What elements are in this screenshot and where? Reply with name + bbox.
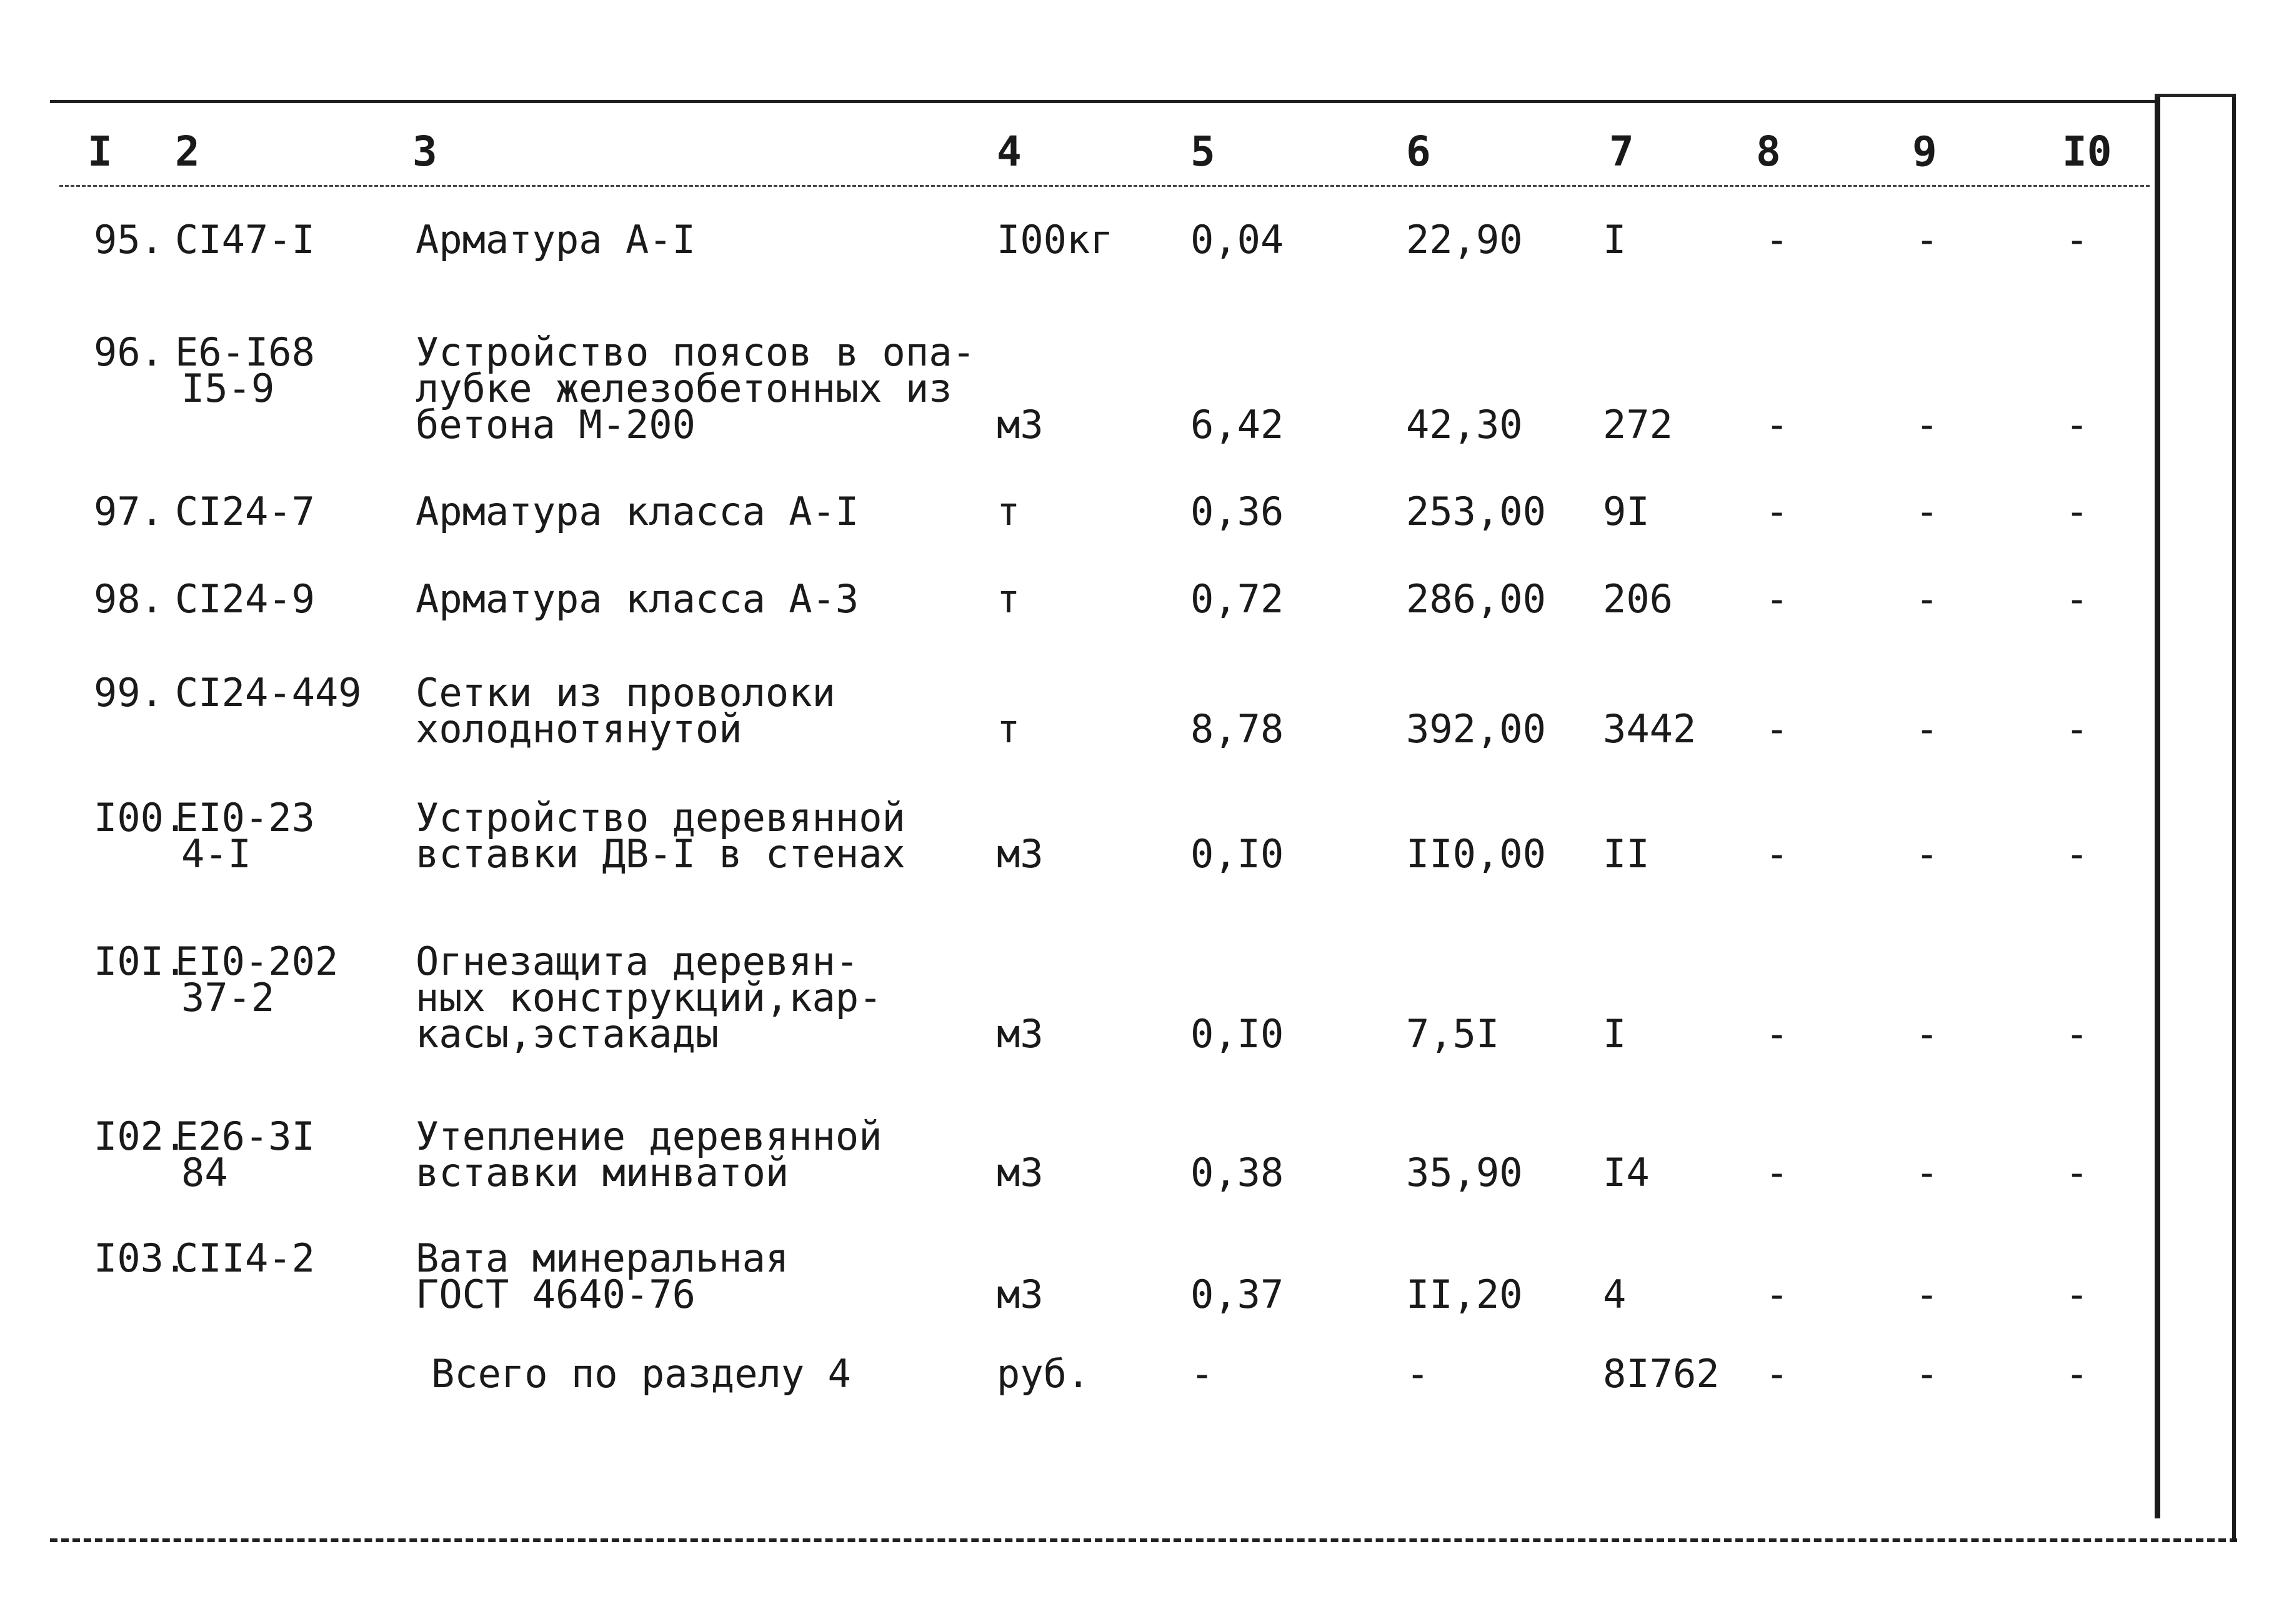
value-cell-c9: - (1915, 489, 1939, 534)
work-description: касы,эстакады (416, 1011, 719, 1057)
value-cell-c6: 35,90 (1406, 1150, 1523, 1195)
price-code: 4-I (181, 831, 251, 877)
column-header-9: 9 (1912, 127, 1937, 176)
value-cell-c10: - (2065, 576, 2089, 622)
unit-cell: т (997, 489, 1020, 534)
bottom-rule (50, 1538, 2237, 1542)
value-cell-c6: II,20 (1406, 1272, 1523, 1317)
work-description: Арматура А-I (416, 217, 696, 262)
work-description: лубке железобетонных из (416, 366, 952, 411)
value-cell-c8: - (1765, 489, 1789, 534)
column-header-2: 2 (175, 127, 200, 176)
value-cell-c8: - (1765, 706, 1789, 752)
unit-cell: т (997, 706, 1020, 752)
row-number: 98. (94, 576, 164, 622)
price-code: ЕI0-202 (175, 939, 339, 984)
value-cell-c10: - (2065, 1011, 2089, 1057)
work-description: Устройство деревянной (416, 795, 905, 840)
value-cell-c10: - (2065, 1150, 2089, 1195)
value-cell-c5: 0,I0 (1190, 831, 1284, 877)
column-header-1: I (87, 127, 112, 176)
value-cell-c7: I4 (1603, 1150, 1650, 1195)
value-cell-c10: - (2065, 402, 2089, 447)
value-cell-c5: 0,38 (1190, 1150, 1284, 1195)
total-value-c5: - (1190, 1351, 1214, 1397)
value-cell-c10: - (2065, 217, 2089, 262)
work-description: ГОСТ 4640-76 (416, 1272, 696, 1317)
value-cell-c7: 272 (1603, 402, 1673, 447)
total-unit: руб. (997, 1351, 1090, 1397)
price-code: ЕI0-23 (175, 795, 315, 840)
work-description: вставки минватой (416, 1150, 789, 1195)
frame-right-rule (2232, 94, 2236, 1542)
value-cell-c9: - (1915, 1150, 1939, 1195)
column-header-4: 4 (997, 127, 1022, 176)
price-code: I5-9 (181, 366, 275, 411)
work-description: вставки ДВ-I в стенах (416, 831, 905, 877)
unit-cell: м3 (997, 831, 1044, 877)
price-code: CI47-I (175, 217, 315, 262)
total-value-c7: 8I762 (1603, 1351, 1720, 1397)
price-code: Е26-3I (175, 1113, 315, 1159)
value-cell-c6: 7,5I (1406, 1011, 1500, 1057)
column-header-8: 8 (1756, 127, 1781, 176)
value-cell-c6: 42,30 (1406, 402, 1523, 447)
price-code: CII4-2 (175, 1235, 315, 1281)
value-cell-c5: 0,I0 (1190, 1011, 1284, 1057)
column-header-7: 7 (1609, 127, 1634, 176)
value-cell-c10: - (2065, 489, 2089, 534)
row-number: I03. (94, 1235, 187, 1281)
value-cell-c6: II0,00 (1406, 831, 1546, 877)
work-description: Сетки из проволоки (416, 670, 835, 715)
column-header-3: 3 (412, 127, 437, 176)
top-rule (50, 100, 2156, 103)
value-cell-c8: - (1765, 1272, 1789, 1317)
value-cell-c7: I (1603, 217, 1627, 262)
value-cell-c9: - (1915, 217, 1939, 262)
column-header-5: 5 (1190, 127, 1215, 176)
value-cell-c7: 4 (1603, 1272, 1627, 1317)
value-cell-c9: - (1915, 576, 1939, 622)
value-cell-c8: - (1765, 1011, 1789, 1057)
value-cell-c7: 206 (1603, 576, 1673, 622)
value-cell-c5: 6,42 (1190, 402, 1284, 447)
value-cell-c8: - (1765, 1150, 1789, 1195)
value-cell-c9: - (1915, 831, 1939, 877)
margin-rule (2155, 94, 2160, 1518)
row-number: I0I. (94, 939, 187, 984)
value-cell-c7: 3442 (1603, 706, 1697, 752)
work-description: Арматура класса А-I (416, 489, 859, 534)
value-cell-c9: - (1915, 402, 1939, 447)
work-description: бетона М-200 (416, 402, 696, 447)
frame-top-rule (2155, 94, 2236, 97)
value-cell-c8: - (1765, 831, 1789, 877)
price-code: CI24-7 (175, 489, 315, 534)
value-cell-c5: 0,72 (1190, 576, 1284, 622)
work-description: Арматура класса А-3 (416, 576, 859, 622)
row-number: 97. (94, 489, 164, 534)
row-number: 99. (94, 670, 164, 715)
work-description: Устройство поясов в опа- (416, 329, 975, 375)
price-code: CI24-9 (175, 576, 315, 622)
unit-cell: м3 (997, 1272, 1044, 1317)
work-description: Огнезащита деревян- (416, 939, 859, 984)
value-cell-c5: 0,04 (1190, 217, 1284, 262)
value-cell-c7: I (1603, 1011, 1627, 1057)
unit-cell: т (997, 576, 1020, 622)
total-label: Всего по разделу 4 (431, 1351, 851, 1397)
total-value-c6: - (1406, 1351, 1430, 1397)
price-code: 84 (181, 1150, 228, 1195)
column-header-6: 6 (1406, 127, 1431, 176)
unit-cell: I00кг (997, 217, 1114, 262)
value-cell-c5: 0,37 (1190, 1272, 1284, 1317)
value-cell-c9: - (1915, 706, 1939, 752)
unit-cell: м3 (997, 1150, 1044, 1195)
price-code: 37-2 (181, 975, 275, 1020)
header-rule (59, 185, 2150, 187)
work-description: Вата минеральная (416, 1235, 789, 1281)
value-cell-c6: 22,90 (1406, 217, 1523, 262)
value-cell-c6: 392,00 (1406, 706, 1546, 752)
work-description: Утепление деревянной (416, 1113, 882, 1159)
row-number: I02. (94, 1113, 187, 1159)
value-cell-c9: - (1915, 1272, 1939, 1317)
value-cell-c10: - (2065, 1272, 2089, 1317)
column-header-10: I0 (2062, 127, 2112, 176)
value-cell-c10: - (2065, 831, 2089, 877)
value-cell-c10: - (2065, 706, 2089, 752)
value-cell-c8: - (1765, 576, 1789, 622)
work-description: ных конструкций,кар- (416, 975, 882, 1020)
value-cell-c5: 0,36 (1190, 489, 1284, 534)
total-value-c8: - (1765, 1351, 1789, 1397)
total-value-c9: - (1915, 1351, 1939, 1397)
value-cell-c8: - (1765, 402, 1789, 447)
value-cell-c7: II (1603, 831, 1650, 877)
value-cell-c9: - (1915, 1011, 1939, 1057)
row-number: 95. (94, 217, 164, 262)
row-number: I00. (94, 795, 187, 840)
price-code: Е6-I68 (175, 329, 315, 375)
value-cell-c6: 253,00 (1406, 489, 1546, 534)
unit-cell: м3 (997, 402, 1044, 447)
row-number: 96. (94, 329, 164, 375)
value-cell-c8: - (1765, 217, 1789, 262)
value-cell-c5: 8,78 (1190, 706, 1284, 752)
total-value-c10: - (2065, 1351, 2089, 1397)
unit-cell: м3 (997, 1011, 1044, 1057)
value-cell-c7: 9I (1603, 489, 1650, 534)
work-description: холоднотянутой (416, 706, 742, 752)
value-cell-c6: 286,00 (1406, 576, 1546, 622)
price-code: CI24-449 (175, 670, 362, 715)
